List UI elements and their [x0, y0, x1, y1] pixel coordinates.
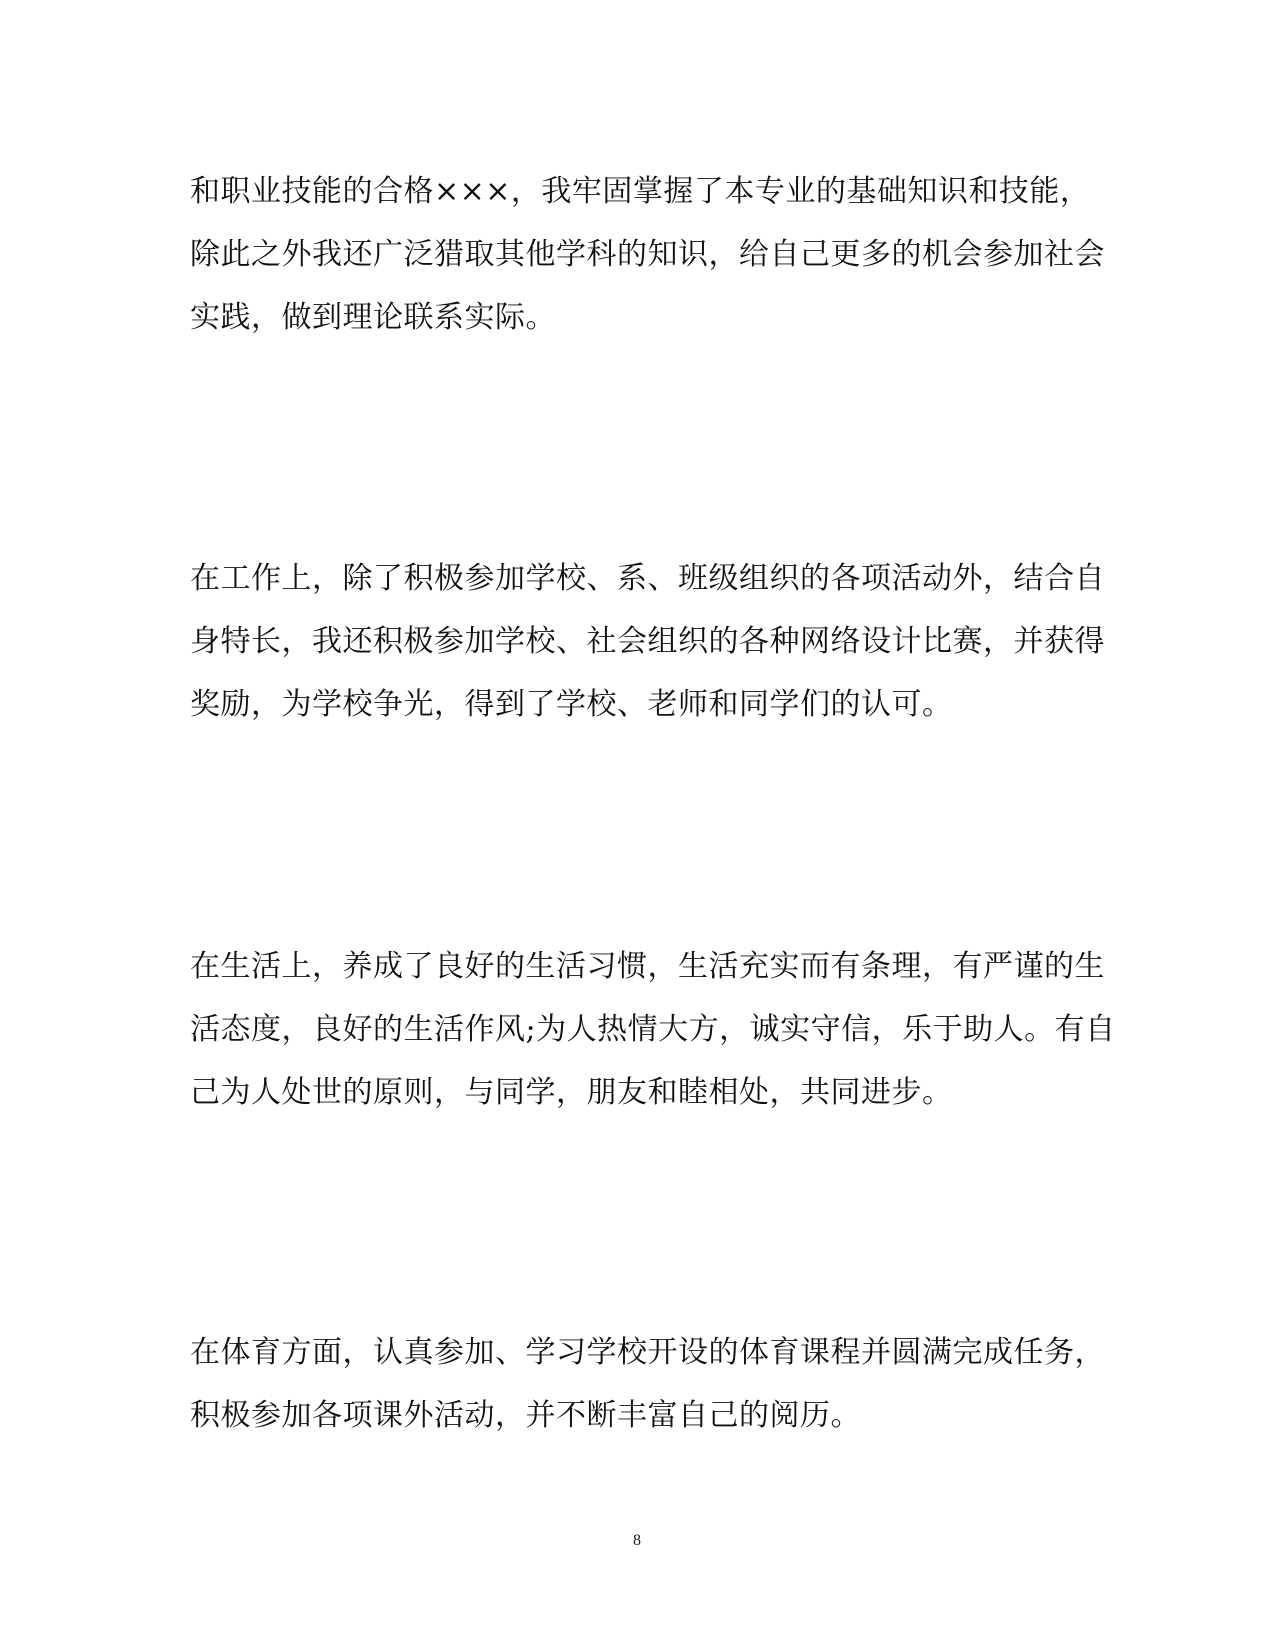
text-line: 实践，做到理论联系实际。 [190, 300, 556, 335]
text-line: 在工作上，除了积极参加学校、系、班级组织的各项活动外，结合自 [190, 561, 1105, 596]
text-line: 在生活上，养成了良好的生活习惯，生活充实而有条理，有严谨的生 [190, 949, 1105, 984]
paragraph-sports [190, 1321, 1105, 1447]
text-line: 和职业技能的合格×××，我牢固掌握了本专业的基础知识和技能， [190, 174, 1091, 209]
text-line: 身特长，我还积极参加学校、社会组织的各种网络设计比赛，并获得 [190, 624, 1105, 659]
text-line: 活态度，良好的生活作风;为人热情大方，诚实守信，乐于助人。有自 [190, 1012, 1116, 1047]
page-number: 8 [633, 1532, 641, 1549]
text-line: 己为人处世的原则，与同学，朋友和睦相处，共同进步。 [190, 1075, 953, 1110]
paragraph-work [190, 547, 1105, 736]
paragraph-study [190, 160, 1105, 349]
text-line: 除此之外我还广泛猎取其他学科的知识，给自己更多的机会参加社会 [190, 237, 1105, 272]
text-line: 积极参加各项课外活动，并不断丰富自己的阅历。 [190, 1398, 861, 1433]
paragraph-life [190, 935, 1116, 1124]
text-line: 在体育方面，认真参加、学习学校开设的体育课程并圆满完成任务， [190, 1335, 1105, 1370]
text-line: 奖励，为学校争光，得到了学校、老师和同学们的认可。 [190, 687, 953, 722]
